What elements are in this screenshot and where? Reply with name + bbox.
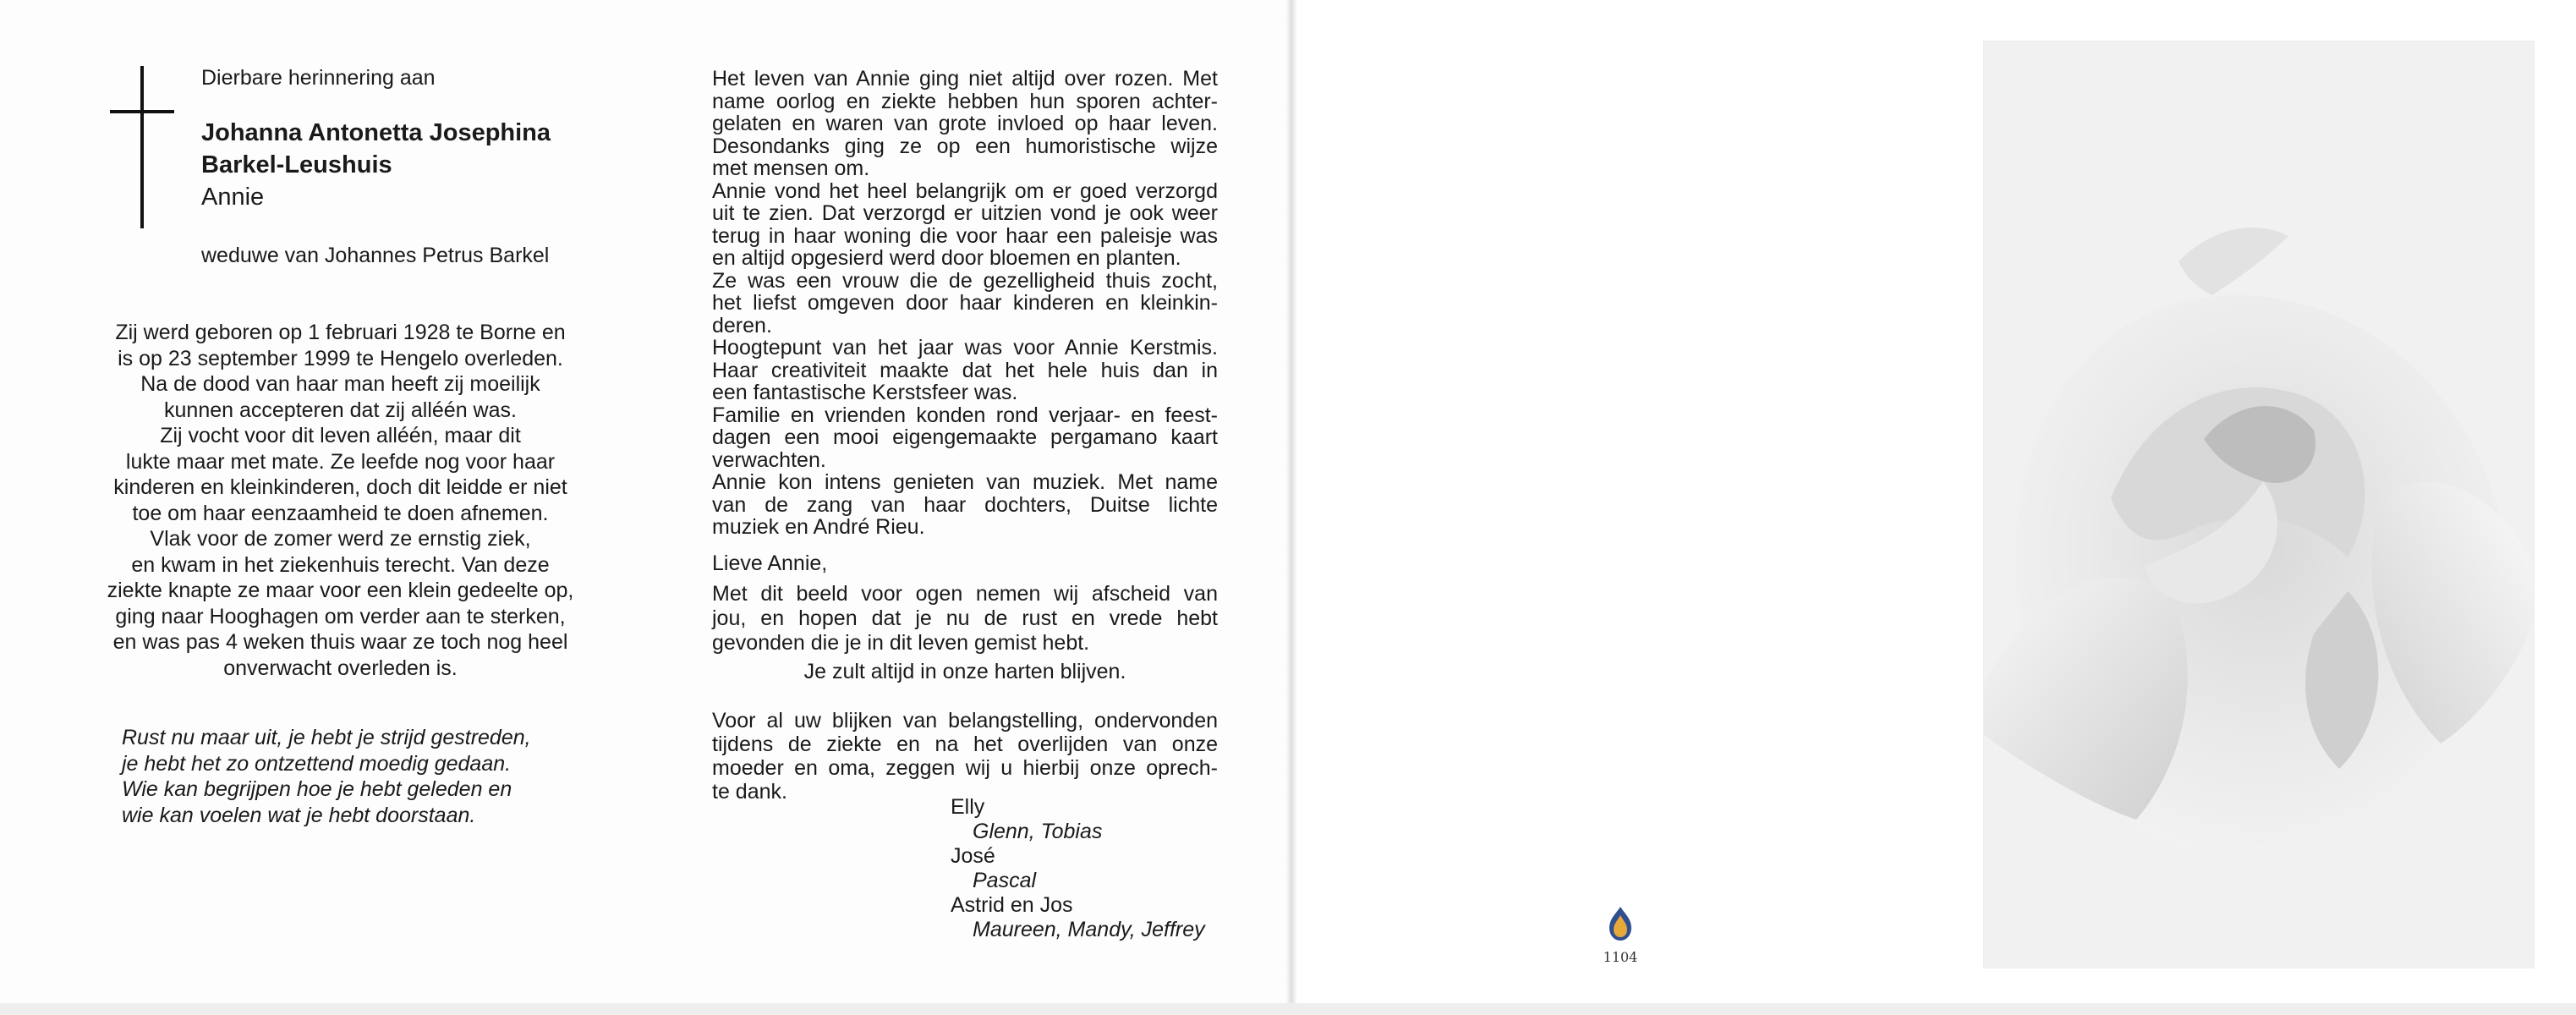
closing-line: Je zult altijd in onze harten blijven. [803,660,1126,683]
family-children: Pascal [973,869,1037,892]
story-line: en altijd opgesierd werd door bloemen en planten. [712,246,1181,270]
family-member: José [951,844,995,868]
bio-line: toe om haar eenzaamheid te doen afnemen. [132,501,549,525]
bio-line: kunnen accepteren dat zij alléén was. [164,398,517,422]
bio-line: onverwacht overleden is. [223,656,458,680]
thanks-text [712,709,1218,804]
family-children: Maureen, Mandy, Jeffrey [973,918,1205,941]
bio-line: en kwam in het ziekenhuis terecht. Van deze [131,552,550,577]
thanks-line: tijdens de ziekte en na het overlijden van onze [712,732,1218,756]
story-line: een fantastische Kerstsfeer was. [712,381,1018,404]
story-line: van de zang van haar dochters, Duitse lichte [712,492,1218,517]
story-line: Het leven van Annie ging niet altijd over rozen. Met [712,67,1218,91]
thanks-line: Voor al uw blijken van belangstelling, ondervonden [712,709,1218,732]
flame-drop-icon [1606,905,1635,942]
bio-line: is op 23 september 1999 te Hengelo overleden. [118,346,563,370]
card-fold [1285,0,1297,1015]
farewell-line: jou, en hopen dat je nu de rust en vrede hebt [712,606,1218,630]
farewell-line: gevonden die je in dit leven gemist hebt. [712,631,1090,655]
story-line: Desondanks ging ze op een humoristische wijze [712,134,1218,158]
bio-line: ziekte knapte ze maar voor een klein gedeelte op, [107,579,574,602]
deceased-nickname: Annie [201,184,265,211]
story-line: terug in haar woning die voor haar een paleisje was [712,223,1218,248]
farewell-line: Met dit beeld voor ogen nemen wij afscheid van [712,582,1218,606]
print-number: 1104 [1603,949,1638,965]
story-line: gelaten en waren van grote invloed op haar leven. [712,112,1218,135]
story-line: muziek en André Rieu. [712,515,925,539]
poem-line: je hebt het zo ontzettend moedig gedaan. [122,751,512,776]
story-line: met mensen om. [712,156,870,180]
poem-line: Rust nu maar uit, je hebt je strijd gestreden, [122,726,531,749]
story-line: Annie kon intens genieten van muziek. Met name [712,470,1218,494]
story-line: Annie vond het heel belangrijk om er goed verzorgd [712,178,1218,203]
bio-line: Na de dood van haar man heeft zij moeilijk [140,372,540,396]
farewell-text [712,582,1218,656]
poem-line: Wie kan begrijpen hoe je hebt geleden en [122,777,512,801]
story-line: Ze was een vrouw die de gezelligheid thuis zocht, [712,268,1218,293]
story-line: name oorlog en ziekte hebben hun sporen achter- [712,89,1218,113]
story-line: verwachten. [712,447,826,472]
story-line: deren. [712,313,772,337]
deceased-name-line2: Barkel-Leushuis [201,151,392,178]
story-line: het liefst omgeven door haar kinderen en kleinkin- [712,291,1218,315]
story-line: Hoogtepunt van het jaar was voor Annie Kerstmis. [712,336,1218,359]
greeting: Lieve Annie, [712,551,828,575]
memory-heading: Dierbare herinnering aan [201,66,436,90]
thanks-line: moeder en oma, zeggen wij u hierbij onze oprech- [712,756,1218,780]
cross-icon-arm [110,110,174,113]
bio-line: ging naar Hooghagen om verder aan te sterken, [115,604,566,628]
story-line: Haar creativiteit maakte dat het hele huis dan in [712,358,1218,382]
bio-line: lukte maar met mate. Ze leefde nog voor haar [125,449,556,474]
family-signatures [951,795,1205,942]
bio-line: Zij werd geboren op 1 februari 1928 te Borne en [115,321,566,344]
poem-line: wie kan voelen wat je hebt doorstaan. [122,803,476,827]
rose-image [1983,41,2535,968]
widow-of-line: weduwe van Johannes Petrus Barkel [201,244,550,267]
deceased-name-line1: Johanna Antonetta Josephina [201,119,551,146]
bio-line: en was pas 4 weken thuis waar ze toch nog heel [112,630,568,654]
thanks-line: te dank. [712,780,787,804]
cross-icon [140,66,144,228]
story-line: uit te zien. Dat verzorgd er uitzien vond je ook weer [712,201,1218,225]
life-story-text [712,68,1218,539]
card-bottom-edge [0,1003,2576,1015]
family-member: Astrid en Jos [951,893,1073,917]
family-member: Elly [951,795,985,819]
family-children: Glenn, Tobias [973,820,1103,843]
memorial-poem [122,725,629,828]
story-line: Familie en vrienden konden rond verjaar- en feest- [712,403,1218,427]
story-line: dagen een mooi eigengemaakte pergamano kaart [712,425,1218,449]
bio-line: kinderen en kleinkinderen, doch dit leidde er niet [113,475,567,499]
bio-line: Vlak voor de zomer werd ze ernstig ziek, [150,527,531,551]
biography-text [85,320,596,681]
bio-line: Zij vocht voor dit leven alléén, maar dit [160,424,521,447]
